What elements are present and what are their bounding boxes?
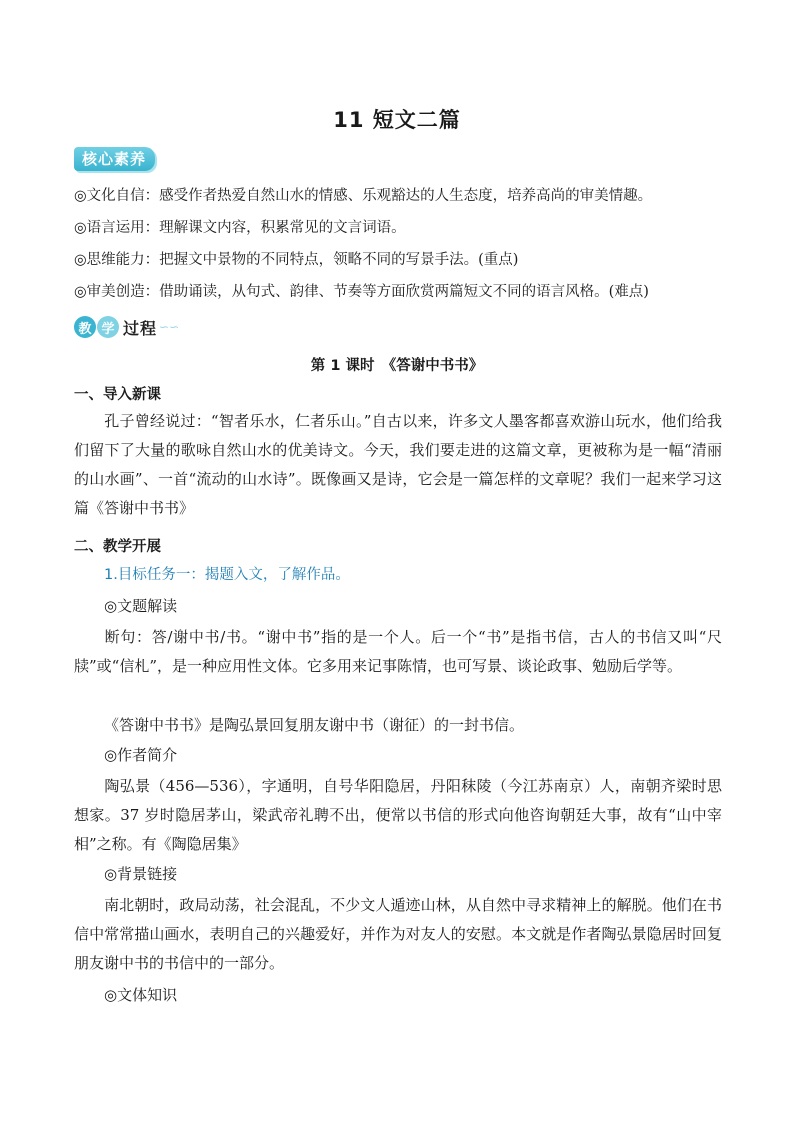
teaching-process-badge (74, 314, 179, 340)
paragraph-text: 南北朝时，政局动荡，社会混乱，不少文人遁迹山林，从自然中寻求精神上的解脱。他们在书信中常常描山画水，表明自己的兴趣爱好，并作为对友人的安慰。本文就是作者陶弘景隐居时回复朋友谢中书的书信中的一部分。 (74, 896, 722, 972)
paragraph-text: 断句：答/谢中书/书。“谢中书”指的是一个人。后一个“书”是指书信，古人的书信又叫“尺牍”或“信札”，是一种应用性文体。它多用来记事陈情，也可写景、谈论政事、勉励后学等。 (74, 628, 722, 675)
paragraph-text: 孔子曾经说过：“智者乐水，仁者乐山。”自古以来，许多文人墨客都喜欢游山玩水，他们给我们留下了大量的歌咏自然山水的优美诗文。今天，我们要走进的这篇文章，更被称为是一幅“清丽的山水画”、一首“流动的山水诗”。既像画又是诗，它会是一篇怎样的文章呢？我们一起来学习这篇《答谢中书书》 (74, 412, 722, 517)
competency-item: ◎文化自信：感受作者热爱自然山水的情感、乐观豁达的人生态度，培养高尚的审美情趣。 (74, 188, 653, 204)
paragraph-line: 《答谢中书书》是陶弘景回复朋友谢中书（谢征）的一封书信。 (104, 716, 525, 734)
competency-item: ◎审美创造：借助诵读，从句式、韵律、节奏等方面欣赏两篇短文不同的语言风格。(难点) (74, 284, 649, 300)
page-title: 11 短文二篇 (333, 108, 461, 132)
competency-item: ◎思维能力：把握文中景物的不同特点，领略不同的写景手法。(重点) (74, 252, 519, 268)
badge-circle: 教 (74, 316, 96, 338)
core-competency-badge: 核心素养 (74, 147, 155, 171)
author-paragraph (74, 772, 722, 859)
task-item: 1.目标任务一：揭题入文，了解作品。 (104, 567, 350, 583)
badge-circle: 学 (97, 316, 119, 338)
paragraph-text: 陶弘景（456—536），字通明，自号华阳隐居，丹阳秣陵（今江苏南京）人，南朝齐梁时思想家。37 岁时隐居茅山，梁武帝礼聘不出，便常以书信的形式向他咨询朝廷大事，故有“山中宰相”之称。有《陶隐居集》 (74, 777, 722, 853)
competency-item: ◎语言运用：理解课文内容，积累常见的文言词语。 (74, 220, 406, 236)
intro-paragraph (74, 407, 722, 523)
sub-heading: ◎文体知识 (104, 986, 178, 1004)
section-heading: 一、导入新课 (74, 387, 161, 403)
lesson-heading: 第 1 课时 《答谢中书书》 (310, 358, 484, 374)
sub-heading: ◎文题解读 (104, 597, 178, 615)
section-heading: 二、教学开展 (74, 539, 161, 555)
sub-heading: ◎背景链接 (104, 865, 178, 883)
sub-heading: ◎作者简介 (104, 746, 178, 764)
badge-text: 过程 (123, 318, 158, 338)
background-paragraph (74, 891, 722, 978)
title-read-paragraph (74, 623, 722, 681)
swirl-decoration-icon: ∽∽ (159, 320, 180, 334)
